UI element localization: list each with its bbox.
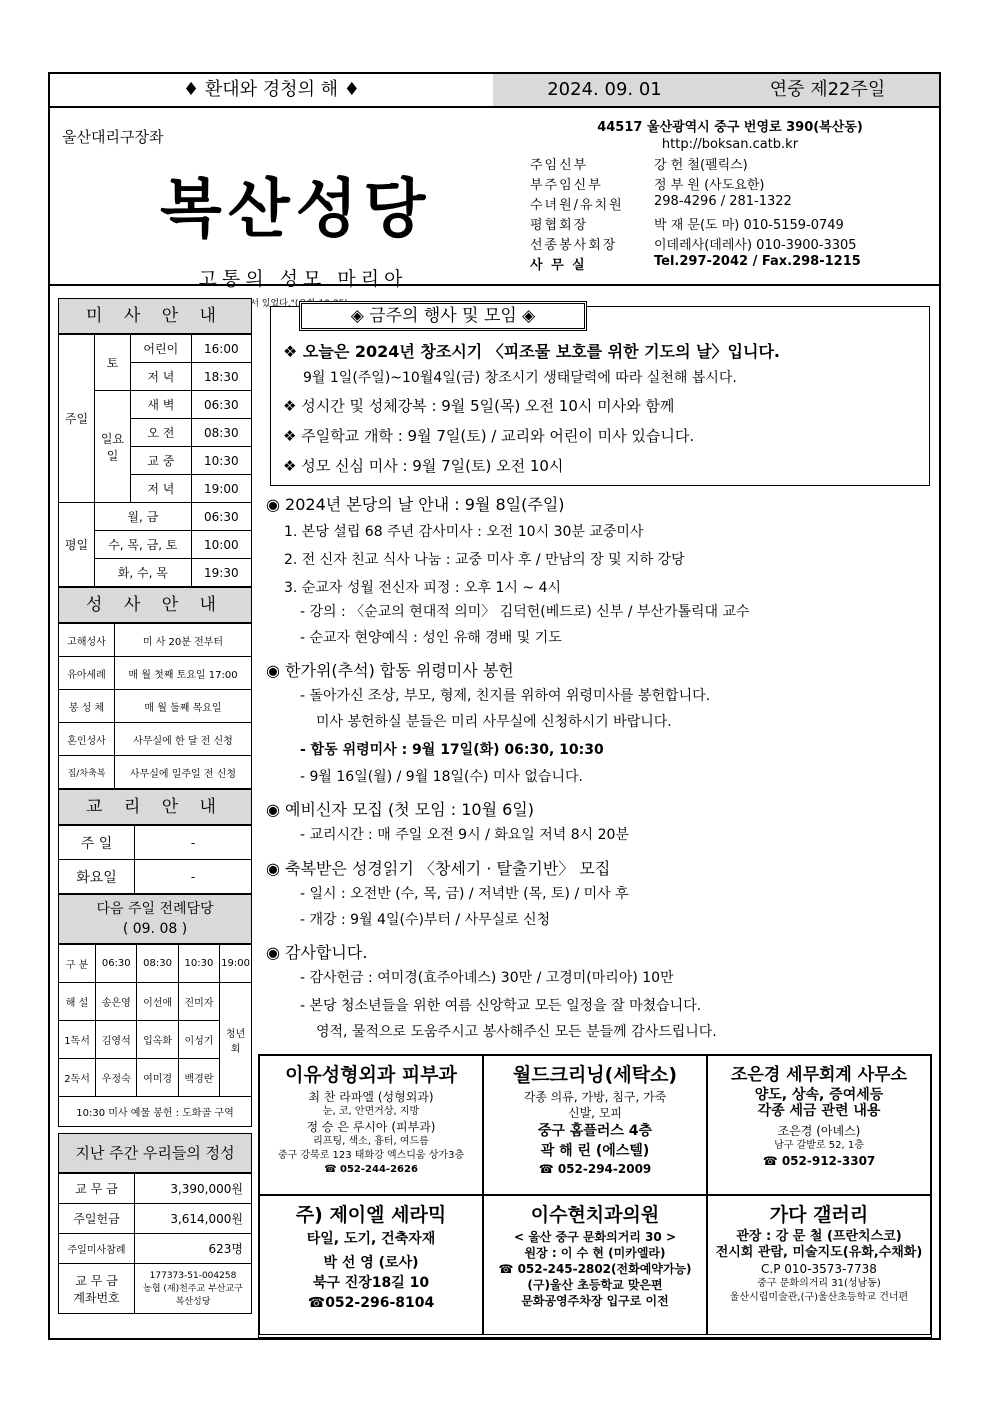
event-item: ❖ 주일학교 개학 : 9월 7일(토) / 교리와 어린이 미사 있습니다. [283,427,695,445]
liturgy-header: 구 분 [59,945,96,983]
notice-line: - 순교자 현양예식 : 성인 유해 경배 및 기도 [300,630,562,646]
liturgy-header: 10:30 [178,945,219,983]
event-item: ❖ 성모 신심 미사 : 9월 7일(토) 오전 10시 [283,457,564,475]
offering-amount: 3,390,000원 [135,1174,252,1204]
youth-group: 청년회 [220,983,252,1097]
notice-line: - 강의 : 〈순교의 현대적 의미〉 김덕헌(베드로) 신부 / 부산가톨릭대 교수 [300,604,750,620]
catechism-table [58,825,252,894]
liturgy-person: 여미경 [137,1059,178,1097]
liturgy-person: 입옥화 [137,1021,178,1059]
liturgy-header: 06:30 [96,945,137,983]
notice-heading: ◉ 2024년 본당의 날 안내 : 9월 8일(주일) [266,495,565,514]
events-title: ◈ 금주의 행사 및 모임 ◈ [299,301,587,331]
ad-line: 전시회 관람, 미술지도(유화,수채화) [715,1245,923,1260]
mass-name: 오 전 [131,419,192,447]
ad-phone: ☎ 052-245-2802(전화예약가능) [498,1262,692,1276]
ad-gallery [707,1195,931,1335]
notice-line: 3. 순교자 성월 전신자 피정 : 오후 1시 ~ 4시 [284,580,562,596]
ad-line: 신발, 모피 [568,1106,622,1120]
notice-line: - 합동 위령미사 : 9월 17일(화) 06:30, 10:30 [300,742,604,758]
ad-title: 월드크리닝(세탁소) [512,1064,678,1086]
notice-heading: ◉ 한가위(추석) 합동 위령미사 봉헌 [266,661,514,680]
contact-value: 이데레사(데레사) 010-3900-3305 [654,238,857,253]
mass-time: 18:30 [191,363,251,391]
sacrament-info: 사무실에 일주일 전 신청 [115,756,252,789]
sacrament-title: 성 사 안 내 [58,587,252,623]
sunday-label: 주일 [59,335,95,503]
mass-time: 10:00 [191,531,251,559]
account-label: 교 무 금 계좌번호 [59,1264,135,1314]
liturgy-title: 다음 주일 전례담당 [96,901,214,917]
ad-line: 곽 해 린 (에스텔) [540,1143,650,1159]
ad-line: 중구 강북로 123 태화강 엑스디움 상가3층 [277,1150,465,1161]
catechism-time: - [135,826,252,860]
ad-title: 조은경 세무회계 사무소 [730,1065,908,1085]
offering-amount: 3,614,000원 [135,1204,252,1234]
mass-time: 08:30 [191,419,251,447]
ad-phone: ☎ 052-244-2626 [324,1164,418,1175]
website-link[interactable]: http://boksan.catb.kr [661,137,799,152]
catechism-title: 교 리 안 내 [58,789,252,825]
event-item: 9월 1일(주일)~10월4일(금) 창조시기 생태달력에 따라 실천해 봅시다. [303,370,737,386]
liturgy-person: 우정숙 [96,1059,137,1097]
notice-line: - 9월 16일(월) / 9월 18일(수) 미사 없습니다. [300,769,583,785]
event-item: ❖ 오늘은 2024년 창조시기 〈피조물 보호를 위한 기도의 날〉입니다. [283,342,781,361]
church-name: 복산성당 [160,172,432,247]
offering-label: 주일미사참례 [59,1234,135,1264]
bulletin-frame [48,72,941,1340]
ad-phone: ☎ 052-294-2009 [538,1162,652,1176]
ad-phone: ☎052-296-8104 [307,1295,435,1311]
contact-value: 강 헌 철(펠릭스) [654,158,748,173]
mass-title: 미 사 안 내 [58,298,252,334]
contact-label: 선종봉사회장 [530,238,618,253]
account-number: 177373-51-004258 농협 (재)천주교 부산교구 복산성당 [135,1264,252,1314]
ad-line: 원장 : 이 수 현 (미카엘라) [524,1246,666,1260]
liturgy-person: 이성기 [178,1021,219,1059]
catechism-day: 화요일 [59,860,135,894]
mass-time: 10:30 [191,447,251,475]
ad-line: 눈, 코, 안면거상, 지방 [322,1106,420,1117]
ad-line: 최 찬 라파엘 (성형외과) [308,1090,434,1104]
liturgy-person: 백경란 [178,1059,219,1097]
sacrament-name: 유아세례 [59,657,115,690]
patron-saint: 고통의 성모 마리아 [198,268,408,290]
notice-line: - 감사헌금 : 여미경(효주아녜스) 30만 / 고경미(마리아) 10만 [300,970,674,986]
ad-line: (구)울산 초등학교 맞은편 [527,1278,663,1292]
ad-line: 북구 진장18길 10 [312,1275,430,1291]
vicariate: 울산대리구장좌 [62,128,164,146]
mass-day: 월, 금 [95,503,192,531]
contact-label: 주임신부 [530,158,589,173]
mass-table [58,334,252,587]
weekday-label: 평일 [59,503,95,587]
ad-title: 이유성형외과 피부과 [285,1064,457,1086]
mass-time: 19:30 [191,559,251,587]
left-column [58,298,252,1314]
mass-name: 교 중 [131,447,192,475]
ad-clinic [259,1055,483,1195]
notice-line: 영적, 물적으로 도움주시고 봉사해주신 모든 분들께 감사드립니다. [316,1024,717,1040]
ad-line: 타일, 도기, 건축자재 [306,1231,436,1247]
ad-line: 중구 홈플러스 4층 [537,1123,653,1139]
top-bar [50,74,939,108]
notice-heading: ◉ 예비신자 모집 (첫 모임 : 10월 6일) [266,800,534,819]
notice-heading: ◉ 축복받은 성경읽기 〈창세기 · 탈출기반〉 모집 [266,859,611,878]
address: 44517 울산광역시 중구 번영로 390(복산동) [597,120,863,135]
scripture-quote: 서 있었다."(요한 [250,299,316,309]
catechism-time: - [135,860,252,894]
sacrament-name: 봉 성 체 [59,690,115,723]
ad-phone: C.P 010-3573-7738 [761,1262,877,1276]
contact-label: 사 무 실 [530,258,587,273]
liturgy-person: 이선애 [137,983,178,1021]
ad-phone: ☎ 052-912-3307 [762,1154,876,1168]
contact-value: 박 재 문(도 마) 010-5159-0749 [654,218,844,233]
liturgy-table [58,944,252,1127]
contact-block [530,116,930,272]
liturgy-person: 진미자 [178,983,219,1021]
sacrament-info: 매 월 첫째 토요일 17:00 [115,657,252,690]
liturgy-header: 08:30 [137,945,178,983]
masthead [50,108,939,309]
ad-line: < 울산 중구 문화의거리 30 > [513,1230,677,1244]
sacrament-name: 집/차축복 [59,756,115,789]
notice-line: - 개강 : 9월 4일(수)부터 / 사무실로 신청 [300,912,551,928]
ad-line: 문화공영주차장 입구로 이전 [521,1294,669,1308]
notice-line: 미사 봉헌하실 분들은 미리 사무실에 신청하시기 바랍니다. [316,714,672,730]
ad-line: 박 선 영 (로사) [323,1255,419,1271]
ad-line: 리프팅, 색소, 흉터, 여드름 [313,1136,429,1147]
offering-table [58,1173,252,1314]
liturgy-note: 10:30 미사 예물 봉헌 : 도화골 구역 [59,1097,252,1127]
notice-heading: ◉ 감사합니다. [266,943,368,962]
mass-time: 06:30 [191,503,251,531]
ad-line: 정 승 은 루시아 (피부과) [306,1120,436,1134]
notice-line: - 교리시간 : 매 주일 오전 9시 / 화요일 저녁 8시 20분 [300,827,629,843]
contact-label: 수녀원/유치원 [530,198,624,213]
mass-name: 저 녁 [131,475,192,503]
offering-label: 교 무 금 [59,1174,135,1204]
liturgy-title-box [58,894,252,944]
notice-line: - 돌아가신 조상, 부모, 형제, 친지를 위하여 위령미사를 봉헌합니다. [300,688,711,704]
liturgy-person: 송은영 [96,983,137,1021]
liturgy-role: 1독서 [59,1021,96,1059]
notice-line: 1. 본당 설립 68 주년 감사미사 : 오전 10시 30분 교중미사 [284,524,644,540]
ad-line: 남구 갈밭로 52, 1층 [774,1140,864,1151]
ad-tax-office [707,1055,931,1195]
mass-name: 새 벽 [131,391,192,419]
sacrament-info: 사무실에 한 달 전 신청 [115,723,252,756]
ad-line: 조은경 (아녜스) [777,1124,861,1138]
ad-ceramic [259,1195,483,1335]
ad-cleaning [483,1055,707,1195]
liturgy-header: 19:00 [220,945,252,983]
sacrament-info: 매 월 둘째 목요일 [115,690,252,723]
sunday-sub-label: 일요일 [95,391,131,503]
contact-value: 정 부 원 (사도요한) [654,178,765,193]
offering-amount: 623명 [135,1234,252,1264]
ad-line: 양도, 상속, 증여세등 [754,1087,884,1103]
ads-grid [258,1054,932,1338]
ad-line: 중구 문화의거리 31(성남동) [757,1278,881,1289]
liturgy-role: 2독서 [59,1059,96,1097]
events-box [270,306,930,486]
ad-title: 가다 갤러리 [769,1204,869,1226]
liturgy-role: 해 설 [59,983,96,1021]
mass-time: 16:00 [191,335,251,363]
saturday-label: 토 [95,335,131,391]
contact-label: 부주임신부 [530,178,603,193]
sacrament-info: 미 사 20분 전부터 [115,624,252,657]
event-item: ❖ 성시간 및 성체강복 : 9월 5일(목) 오전 10시 미사와 함께 [283,397,675,415]
ad-title: 주) 제이엘 세라믹 [295,1204,447,1226]
mass-time: 19:00 [191,475,251,503]
ad-line: 울산시립미술관,(구)울산초등학교 건너편 [729,1292,909,1303]
liturgical-sunday: 연중 제22주일 [769,79,886,100]
liturgy-person: 김영석 [96,1021,137,1059]
liturgy-date: ( 09. 08 ) [122,921,188,937]
offering-label: 주일헌금 [59,1204,135,1234]
notice-line: 2. 전 신자 친교 식사 나눔 : 교중 미사 후 / 만남의 장 및 지하 강당 [284,552,685,568]
contact-label: 평협회장 [530,218,589,233]
sacrament-name: 고해성사 [59,624,115,657]
mass-time: 06:30 [191,391,251,419]
ad-line: 각종 세금 관련 내용 [757,1103,881,1119]
offering-title: 지난 주간 우리들의 정성 [58,1133,252,1173]
mass-name: 어린이 [131,335,192,363]
mass-day: 화, 수, 목 [95,559,192,587]
catechism-day: 주 일 [59,826,135,860]
mass-day: 수, 목, 금, 토 [95,531,192,559]
sacrament-name: 혼인성사 [59,723,115,756]
ad-title: 이수현치과의원 [530,1204,660,1226]
ad-line: 관장 : 강 문 철 (프란치스코) [736,1229,902,1244]
ad-dental [483,1195,707,1335]
bulletin-date: 2024. 09. 01 [547,79,662,100]
date-bar [493,74,939,106]
contact-value: 298-4296 / 281-1322 [654,194,792,209]
sacrament-table [58,623,252,789]
notice-line: - 일시 : 오전반 (수, 목, 금) / 저녁반 (목, 토) / 미사 후 [300,886,629,902]
notice-line: - 본당 청소년들을 위한 여름 신앙학교 모든 일정을 잘 마쳤습니다. [300,998,702,1014]
year-theme: ♦ 환대와 경청의 해 ♦ [183,79,360,100]
mass-name: 저 녁 [131,363,192,391]
ad-line: 각종 의류, 가방, 침구, 가죽 [523,1090,667,1104]
contact-value: Tel.297-2042 / Fax.298-1215 [654,254,861,269]
